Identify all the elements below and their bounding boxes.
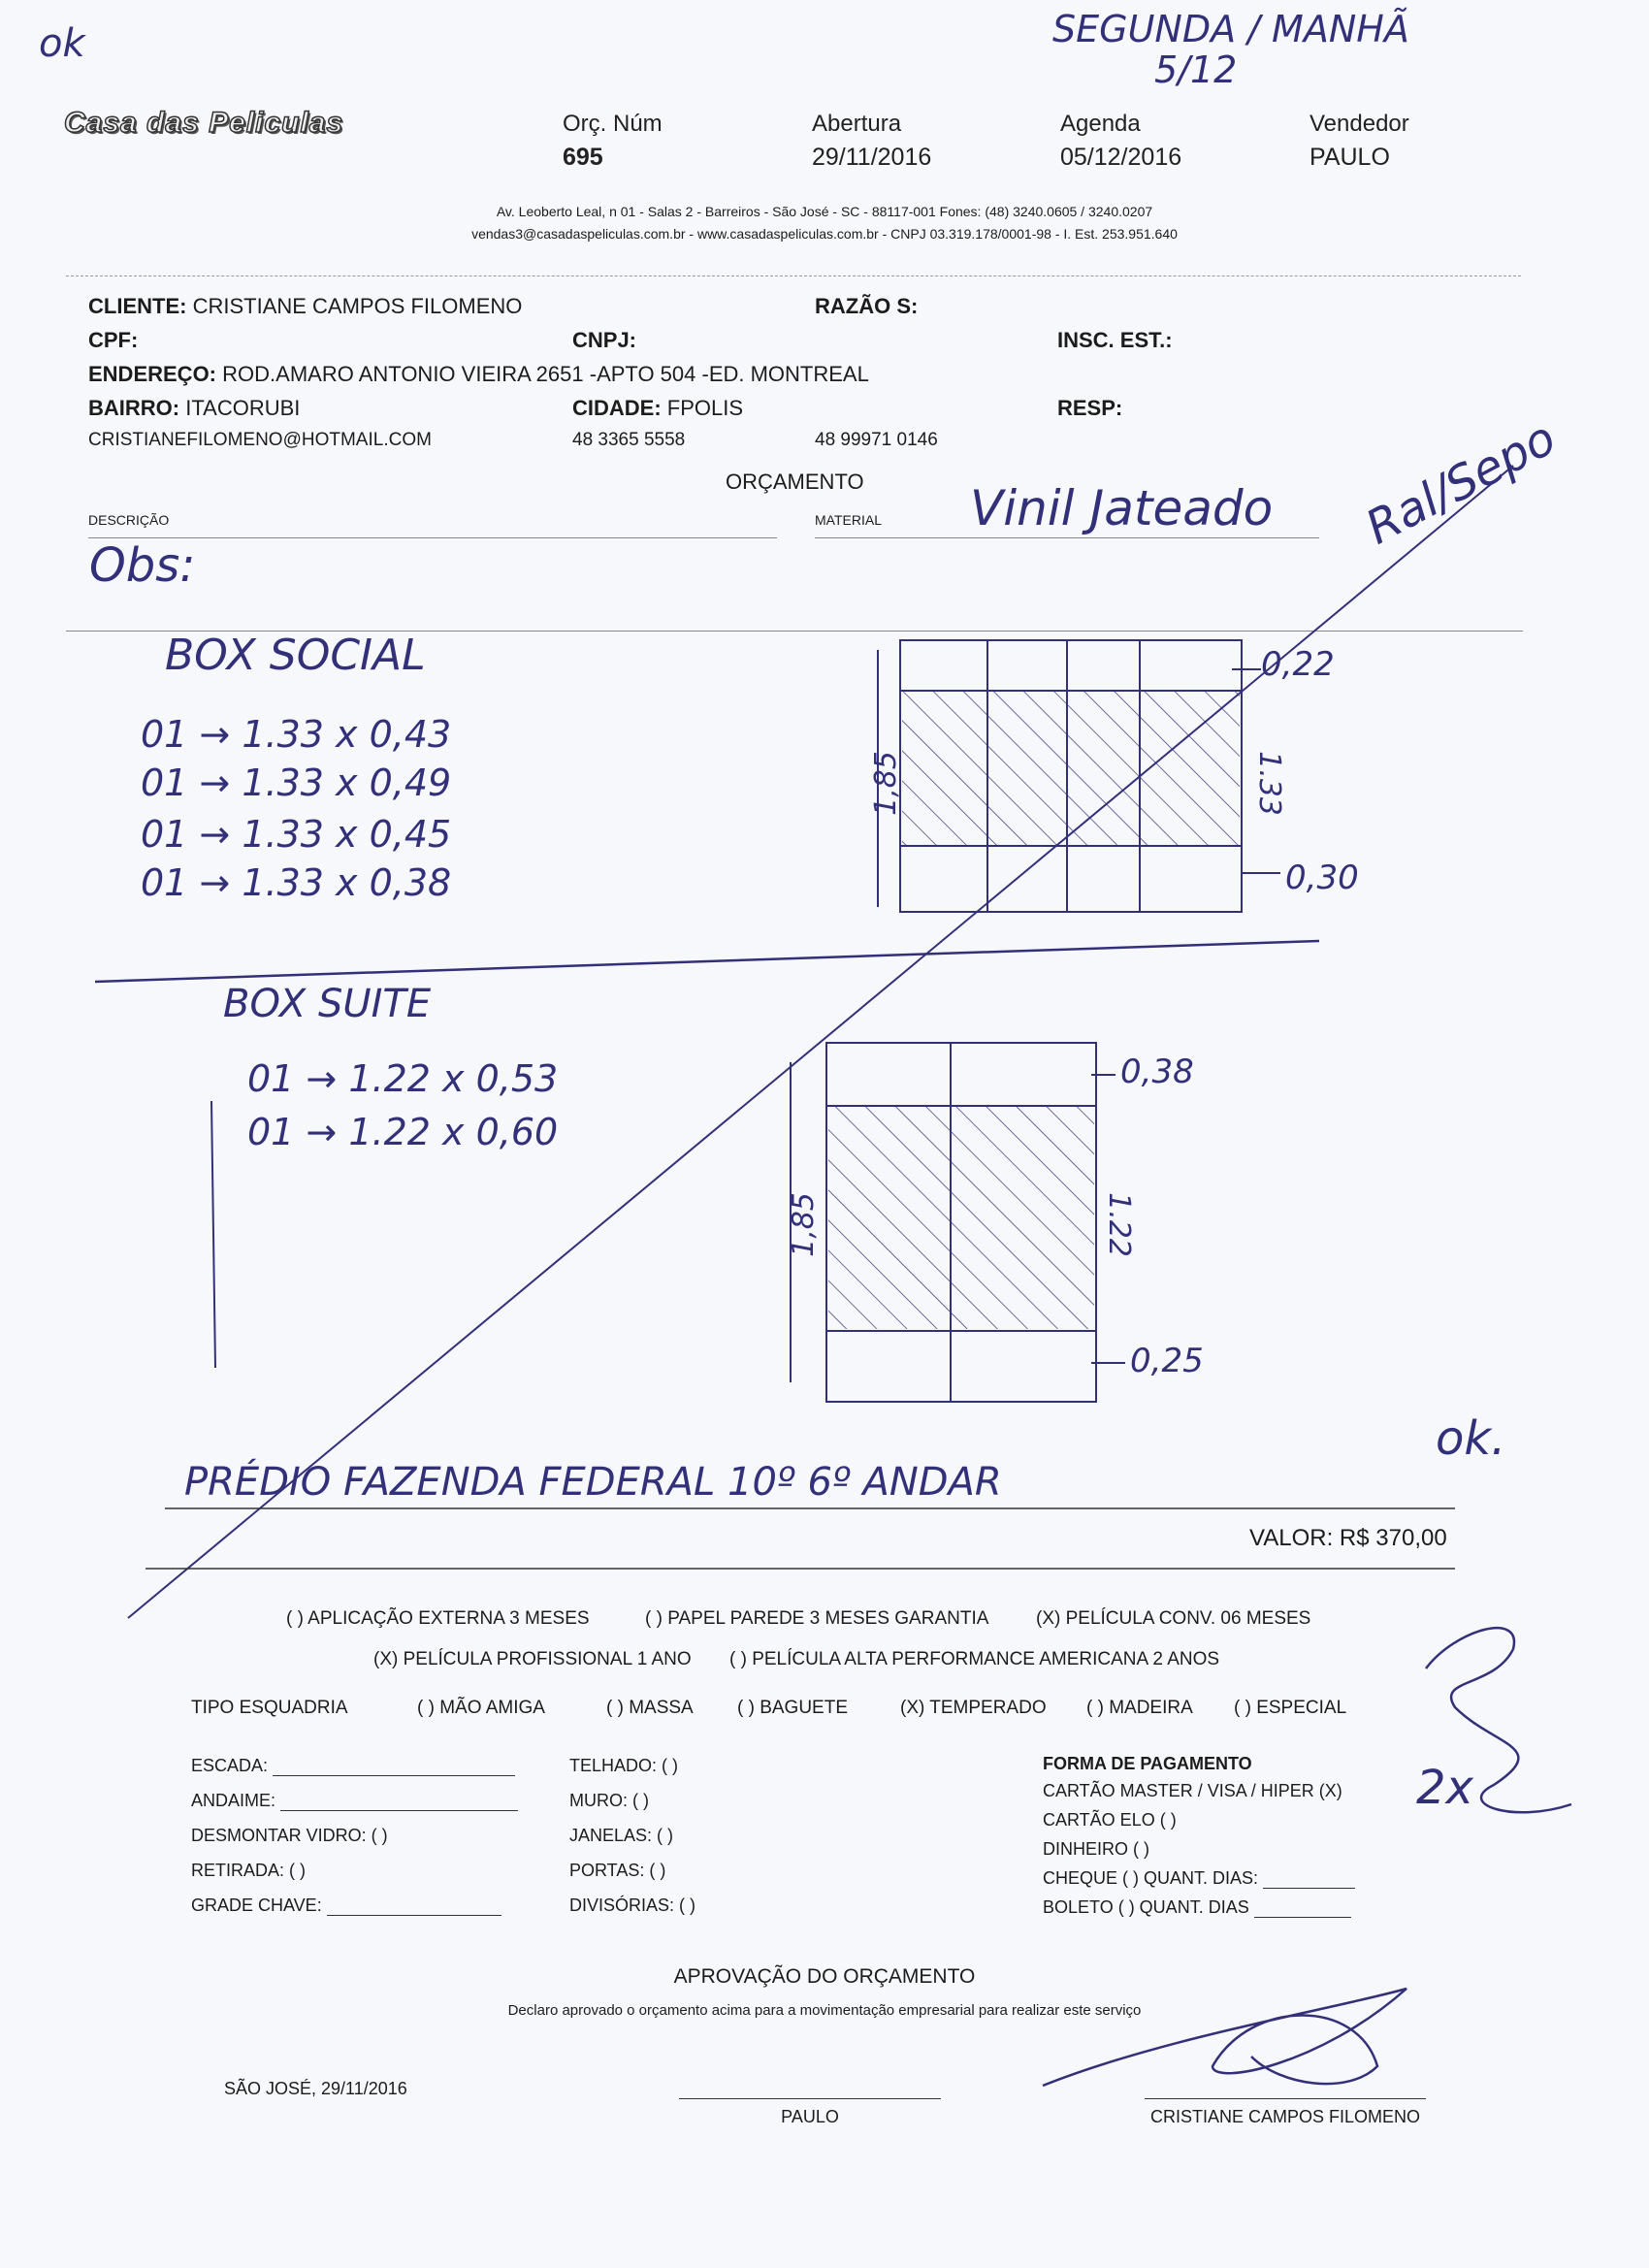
orc-value: 695 — [563, 144, 603, 171]
cpf-label: CPF: — [88, 328, 139, 352]
payment-boleto-label[interactable]: BOLETO ( ) QUANT. DIAS — [1043, 1897, 1249, 1917]
social-dim-height: 1,85 — [868, 751, 903, 816]
suite-dim-side: 1.22 — [1101, 1192, 1136, 1257]
orc-label: Orç. Núm — [563, 111, 663, 137]
payment-boleto — [1043, 1897, 1351, 1918]
payment-cartao-elo[interactable]: CARTÃO ELO ( ) — [1043, 1810, 1177, 1830]
extra-andaime-field[interactable] — [280, 1793, 518, 1811]
endereco-label: ENDEREÇO: — [88, 362, 217, 386]
extra-retirada[interactable]: RETIRADA: ( ) — [191, 1861, 307, 1880]
suite-dim-top: 0,38 — [1120, 1053, 1194, 1091]
extra-escada — [191, 1756, 515, 1776]
extra-muro[interactable]: MURO: ( ) — [569, 1791, 649, 1810]
extra-divisorias[interactable]: DIVISÓRIAS: ( ) — [569, 1895, 696, 1915]
extra-andaime — [191, 1791, 518, 1811]
hand-section-line — [95, 941, 1319, 982]
suite-dim-height: 1,85 — [786, 1192, 821, 1257]
social-line-3: 01 → 1.33 x 0,45 — [141, 813, 452, 856]
option-pelicula-profissional[interactable]: (X) PELÍCULA PROFISSIONAL 1 ANO — [373, 1649, 692, 1669]
client-email: CRISTIANEFILOMENO@HOTMAIL.COM — [88, 430, 432, 450]
hand-ok-note: ok — [39, 21, 85, 66]
razao-label: RAZÃO S: — [815, 294, 919, 318]
payment-title: FORMA DE PAGAMENTO — [1043, 1754, 1252, 1773]
payment-dinheiro[interactable]: DINHEIRO ( ) — [1043, 1839, 1149, 1859]
orcamento-title: ORÇAMENTO — [726, 470, 864, 494]
abertura-label: Abertura — [812, 111, 902, 137]
endereco-value: ROD.AMARO ANTONIO VIEIRA 2651 -APTO 504 -ED. MONTREAL — [222, 362, 869, 386]
descricao-label: DESCRIÇÃO — [88, 512, 170, 528]
social-box-hatch — [902, 691, 1240, 846]
valor-label: VALOR: R$ — [1249, 1525, 1370, 1551]
esquadria-madeira[interactable]: ( ) MADEIRA — [1086, 1698, 1193, 1718]
extra-portas[interactable]: PORTAS: ( ) — [569, 1861, 666, 1880]
payment-cheque-label[interactable]: CHEQUE ( ) QUANT. DIAS: — [1043, 1868, 1259, 1888]
approval-title: APROVAÇÃO DO ORÇAMENTO — [673, 1965, 976, 1988]
esquadria-baguete[interactable]: ( ) BAGUETE — [737, 1698, 849, 1718]
esquadria-mao-amiga[interactable]: ( ) MÃO AMIGA — [417, 1698, 545, 1718]
option-externa[interactable]: ( ) APLICAÇÃO EXTERNA 3 MESES — [286, 1608, 590, 1629]
hand-building-note: PRÉDIO FAZENDA FEDERAL 10º 6º ANDAR — [184, 1460, 1002, 1505]
signature-name-2: CRISTIANE CAMPOS FILOMENO — [1149, 2107, 1421, 2126]
cidade-value: FPOLIS — [666, 396, 744, 420]
signature-name-1: PAULO — [781, 2107, 839, 2126]
signature-line-2 — [1145, 2098, 1426, 2099]
extra-andaime-label: ANDAIME: — [191, 1791, 276, 1810]
signature-line-1 — [679, 2098, 941, 2099]
bairro-label: BAIRRO: — [88, 396, 180, 420]
social-line-4: 01 → 1.33 x 0,38 — [141, 861, 452, 904]
payment-boleto-days[interactable] — [1254, 1899, 1351, 1918]
social-dim-top: 0,22 — [1261, 645, 1335, 684]
esquadria-massa[interactable]: ( ) MASSA — [606, 1698, 694, 1718]
resp-label: RESP: — [1057, 396, 1123, 420]
option-alta-performance[interactable]: ( ) PELÍCULA ALTA PERFORMANCE AMERICANA 2 ANOS — [729, 1649, 1220, 1669]
extra-telhado[interactable]: TELHADO: ( ) — [569, 1756, 679, 1775]
hand-ok-2: ok. — [1436, 1411, 1506, 1466]
hand-payment-note: 2x — [1416, 1761, 1473, 1815]
extra-escada-label: ESCADA: — [191, 1756, 269, 1775]
address-line-1: Av. Leoberto Leal, n 01 - Salas 2 - Barreiros - São José - SC - 88117-001 Fones: (48) 3240.0605 / 3240.0207 — [496, 204, 1153, 219]
hand-material: Vinil Jateado — [970, 480, 1274, 536]
cliente-value: CRISTIANE CAMPOS FILOMENO — [192, 294, 523, 318]
payment-cartao-master[interactable]: CARTÃO MASTER / VISA / HIPER (X) — [1043, 1781, 1342, 1800]
extra-grade-field[interactable] — [327, 1897, 501, 1916]
esquadria-especial[interactable]: ( ) ESPECIAL — [1234, 1698, 1347, 1718]
social-dim-side: 1.33 — [1251, 751, 1286, 816]
suite-dim-bottom: 0,25 — [1130, 1342, 1204, 1380]
vendedor-value: PAULO — [1310, 144, 1390, 171]
material-label: MATERIAL — [815, 512, 882, 528]
suite-box-hatch — [828, 1106, 1094, 1329]
hand-obs: Obs: — [89, 538, 196, 593]
cidade-label: CIDADE: — [572, 396, 662, 420]
hand-material-2: Ral/Sepo — [1357, 410, 1565, 556]
company-logo: Casa das Peliculas — [64, 107, 344, 139]
agenda-value: 05/12/2016 — [1060, 144, 1182, 171]
option-papel-parede[interactable]: ( ) PAPEL PAREDE 3 MESES GARANTIA — [645, 1608, 989, 1629]
esquadria-temperado[interactable]: (X) TEMPERADO — [900, 1698, 1047, 1718]
extra-grade-chave — [191, 1895, 501, 1916]
client-phone-1: 48 3365 5558 — [572, 430, 686, 450]
payment-cheque — [1043, 1868, 1355, 1889]
extra-janelas[interactable]: JANELAS: ( ) — [569, 1826, 674, 1845]
esquadria-label: TIPO ESQUADRIA — [191, 1698, 348, 1718]
valor-row — [1249, 1525, 1447, 1552]
approval-text: Declaro aprovado o orçamento acima para a movimentação empresarial para realizar este serviço — [507, 2002, 1142, 2019]
place-date: SÃO JOSÉ, 29/11/2016 — [224, 2079, 407, 2098]
agenda-label: Agenda — [1060, 111, 1141, 137]
bairro-value: ITACORUBI — [185, 396, 301, 420]
client-phone-2: 48 99971 0146 — [815, 430, 938, 450]
hand-bracket — [211, 1101, 215, 1368]
hand-date-note: 5/12 — [1154, 49, 1238, 91]
suite-line-1: 01 → 1.22 x 0,53 — [247, 1057, 559, 1100]
extra-desmontar[interactable]: DESMONTAR VIDRO: ( ) — [191, 1826, 388, 1845]
social-line-2: 01 → 1.33 x 0,49 — [141, 761, 452, 804]
hand-schedule-note: SEGUNDA / MANHÃ — [1052, 8, 1409, 50]
abertura-value: 29/11/2016 — [812, 144, 932, 171]
extra-grade-label: GRADE CHAVE: — [191, 1895, 322, 1915]
address-line-2: vendas3@casadaspeliculas.com.br - www.casadaspeliculas.com.br - CNPJ 03.319.178/0001-98 - I. Est. 253.951.640 — [471, 226, 1178, 242]
box-social-title: BOX SOCIAL — [165, 631, 426, 680]
box-suite-title: BOX SUITE — [223, 982, 432, 1026]
suite-line-2: 01 → 1.22 x 0,60 — [247, 1111, 559, 1153]
social-dim-bottom: 0,30 — [1285, 859, 1359, 897]
payment-cheque-days[interactable] — [1263, 1870, 1355, 1889]
insc-label: INSC. EST.: — [1057, 328, 1173, 352]
cliente-label: CLIENTE: — [88, 294, 187, 318]
valor-value: 370,00 — [1375, 1525, 1447, 1551]
vendedor-label: Vendedor — [1310, 111, 1409, 137]
cnpj-label: CNPJ: — [572, 328, 637, 352]
option-pelicula-conv[interactable]: (X) PELÍCULA CONV. 06 MESES — [1036, 1608, 1311, 1629]
social-line-1: 01 → 1.33 x 0,43 — [141, 713, 452, 756]
extra-escada-field[interactable] — [273, 1758, 515, 1776]
